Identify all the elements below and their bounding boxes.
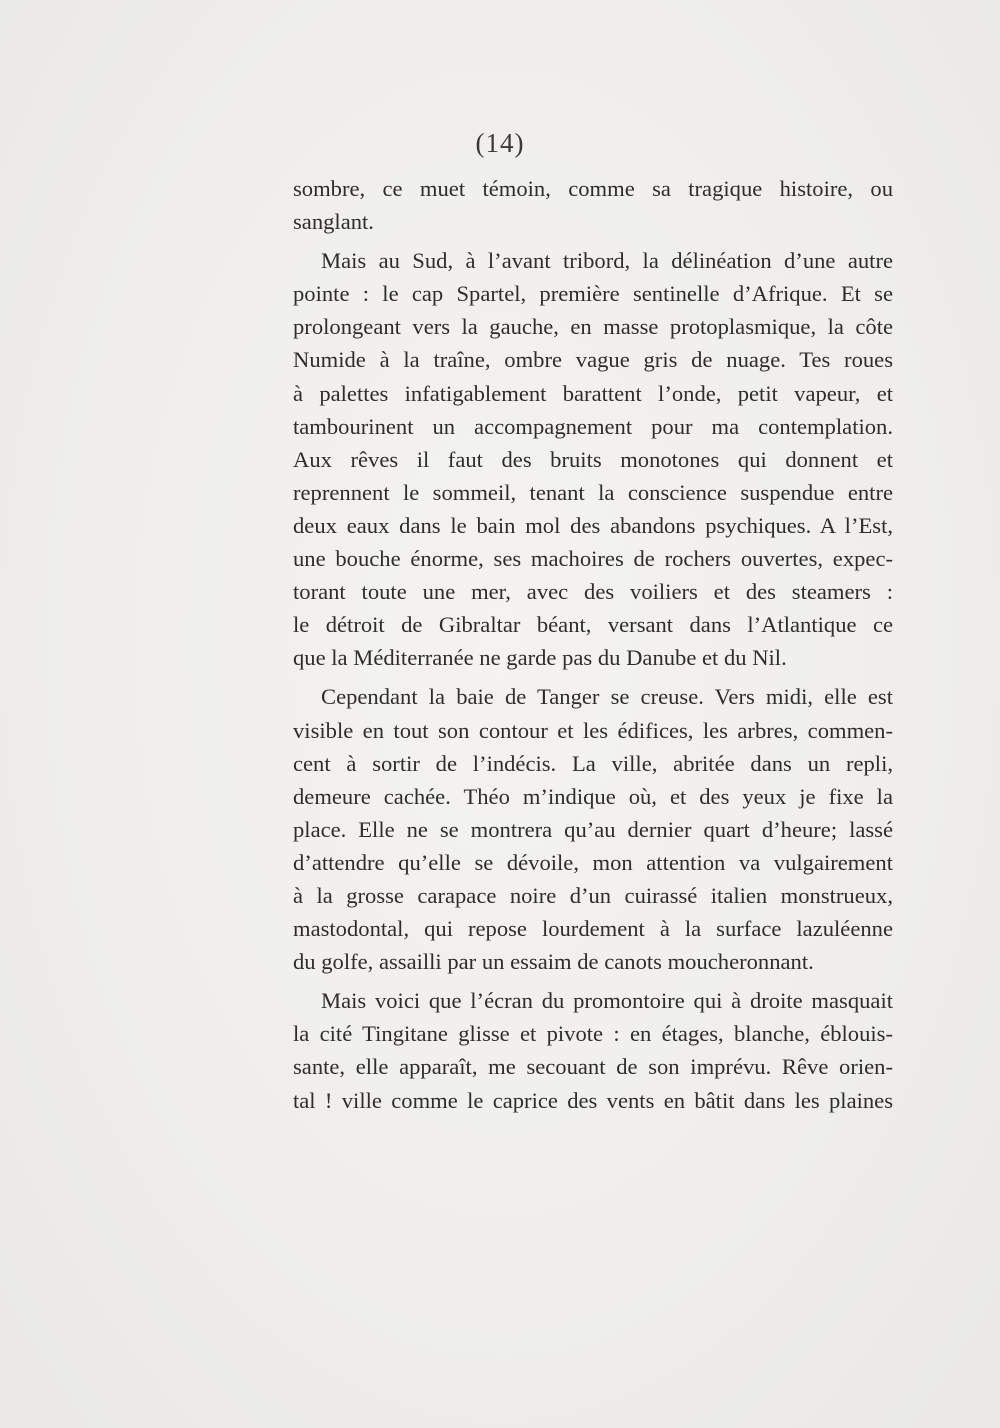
text-line: reprennent le sommeil, tenant la conscience suspendue entre [293, 479, 893, 505]
paragraph-1 [293, 172, 893, 238]
text-line: Numide à la traîne, ombre vague gris de nuage. Tes roues [293, 347, 893, 373]
text-line: une bouche énorme, ses machoires de rochers ouvertes, expec- [293, 546, 893, 572]
text-line: tambourinent un accompagnement pour ma contemplation. [293, 413, 893, 439]
page-number: (14) [475, 128, 525, 158]
text-line: sante, elle apparaît, me secouant de son imprévu. Rêve orien- [293, 1054, 893, 1080]
text-line: pointe : le cap Spartel, première sentinelle d’Afrique. Et se [293, 281, 893, 307]
body-text [293, 172, 893, 1117]
text-line: mastodontal, qui repose lourdement à la surface lazuléenne [293, 916, 893, 942]
text-line: Cependant la baie de Tanger se creuse. Vers midi, elle est [321, 684, 893, 710]
text-line: visible en tout son contour et les édifices, les arbres, commen- [293, 717, 893, 743]
paragraph-3 [293, 680, 893, 978]
text-line: le détroit de Gibraltar béant, versant dans l’Atlantique ce [293, 612, 893, 638]
text-line: deux eaux dans le bain mol des abandons psychiques. A l’Est, [293, 512, 893, 538]
text-line: Mais au Sud, à l’avant tribord, la délinéation d’une autre [321, 248, 893, 274]
text-line: que la Méditerranée ne garde pas du Danube et du Nil. [293, 645, 787, 671]
text-line: demeure cachée. Théo m’indique où, et des yeux je fixe la [293, 783, 893, 809]
text-line: la cité Tingitane glisse et pivote : en étages, blanche, éblouis- [293, 1021, 893, 1047]
text-line: Mais voici que l’écran du promontoire qui à droite masquait [321, 988, 893, 1014]
text-line: d’attendre qu’elle se dévoile, mon attention va vulgairement [293, 849, 893, 875]
text-line: Aux rêves il faut des bruits monotones qui donnent et [293, 446, 893, 472]
text-line: du golfe, assailli par un essaim de canots moucheronnant. [293, 949, 814, 975]
text-line: à palettes infatigablement barattent l’onde, petit vapeur, et [293, 380, 893, 406]
text-line: torant toute une mer, avec des voiliers et des steamers : [293, 579, 893, 605]
text-line: sombre, ce muet témoin, comme sa tragique histoire, ou [293, 176, 893, 201]
text-line: prolongeant vers la gauche, en masse protoplasmique, la côte [293, 314, 893, 340]
paragraph-2 [293, 244, 893, 674]
text-line: à la grosse carapace noire d’un cuirassé italien monstrueux, [293, 882, 893, 908]
text-line: cent à sortir de l’indécis. La ville, abritée dans un repli, [293, 750, 893, 776]
paragraph-4 [293, 984, 893, 1116]
text-line: place. Elle ne se montrera qu’au dernier quart d’heure; lassé [293, 816, 893, 842]
text-line: tal ! ville comme le caprice des vents en bâtit dans les plaines [293, 1087, 893, 1113]
text-line: sanglant. [293, 209, 374, 235]
